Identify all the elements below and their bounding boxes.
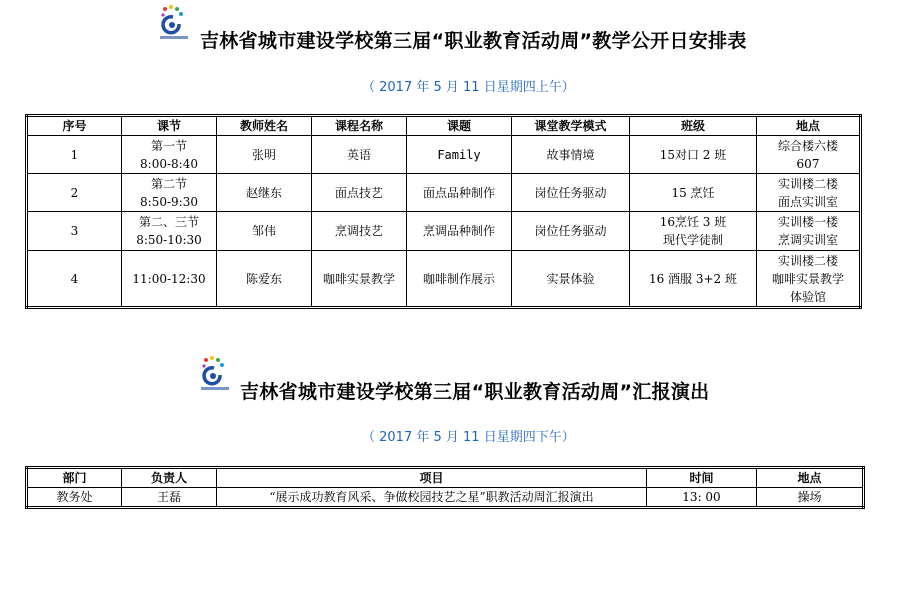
place-cell: 操场 (757, 488, 864, 508)
column-header: 班级 (630, 116, 757, 136)
table-header-row (27, 468, 864, 488)
period-cell-line: 第二节 (150, 176, 187, 191)
performance-table (25, 466, 865, 509)
topic-cell: 咖啡制作展示 (407, 251, 512, 308)
topic-cell: 烹调品种制作 (407, 212, 512, 251)
table-row (27, 136, 861, 174)
person-cell: 王磊 (122, 488, 217, 508)
mode-cell: 岗位任务驱动 (512, 174, 630, 212)
school-logo-graphic (159, 4, 189, 44)
row-number: 1 (27, 136, 122, 174)
mode-cell: 岗位任务驱动 (512, 212, 630, 251)
topic-cell: Family (407, 136, 512, 174)
place-cell-line: 607 (796, 156, 820, 171)
period-cell (122, 136, 217, 174)
class-cell-line: 16 酒服 3+2 班 (648, 271, 738, 286)
period-cell-line: 8:50-10:30 (136, 233, 202, 247)
class-cell-line: 15 烹饪 (671, 185, 715, 200)
class-cell-line: 16烹饪 3 班 (659, 215, 727, 229)
period-cell-line: 第二、三节 (138, 215, 199, 229)
place-cell-line: 综合楼六楼 (777, 138, 838, 153)
column-header: 课题 (407, 116, 512, 136)
period-cell (122, 212, 217, 251)
place-cell-line: 咖啡实景教学 (771, 271, 844, 286)
place-cell-line: 实训楼二楼 (777, 176, 838, 191)
project-cell: “展示成功教育风采、争做校园技艺之星”职教活动周汇报演出 (217, 488, 647, 508)
place-cell-line: 面点实训室 (777, 194, 838, 209)
row-number: 2 (27, 174, 122, 212)
column-header: 课节 (122, 116, 217, 136)
period-cell-line: 8:00-8:40 (140, 156, 198, 171)
period-cell-line: 第一节 (150, 138, 187, 153)
class-cell (630, 174, 757, 212)
column-header: 地点 (757, 116, 861, 136)
course-cell: 面点技艺 (312, 174, 407, 212)
column-header: 课堂教学模式 (512, 116, 630, 136)
schedule-table (25, 114, 862, 309)
place-cell-line: 烹调实训室 (777, 233, 838, 247)
period-cell-line: 11:00-12:30 (132, 271, 206, 286)
school-logo (159, 4, 189, 44)
column-header: 项目 (217, 468, 647, 488)
school-logo-2 (200, 355, 230, 395)
class-cell-line: 15对口 2 班 (659, 147, 727, 162)
place-cell (757, 251, 861, 308)
column-header: 教师姓名 (217, 116, 312, 136)
topic-cell: 面点品种制作 (407, 174, 512, 212)
table-row (27, 488, 864, 508)
place-cell (757, 136, 861, 174)
course-cell: 英语 (312, 136, 407, 174)
row-number: 3 (27, 212, 122, 251)
mode-cell: 实景体验 (512, 251, 630, 308)
date-subtitle: （ 2017 年 5 月 11 日星期四上午） (362, 80, 575, 95)
course-cell: 咖啡实景教学 (312, 251, 407, 308)
class-cell (630, 136, 757, 174)
course-cell: 烹调技艺 (312, 212, 407, 251)
column-header: 部门 (27, 468, 122, 488)
period-cell (122, 174, 217, 212)
period-cell-line: 8:50-9:30 (140, 194, 198, 209)
column-header: 负责人 (122, 468, 217, 488)
table-row (27, 174, 861, 212)
performance-date-subtitle: （ 2017 年 5 月 11 日星期四下午） (362, 430, 575, 445)
place-cell (757, 174, 861, 212)
class-cell (630, 212, 757, 251)
teacher-cell: 邹伟 (217, 212, 312, 251)
dept-cell: 教务处 (27, 488, 122, 508)
place-cell-line: 体验馆 (789, 289, 826, 304)
class-cell-line: 现代学徒制 (662, 233, 723, 247)
class-cell (630, 251, 757, 308)
teacher-cell: 陈爱东 (217, 251, 312, 308)
teacher-cell: 赵继东 (217, 174, 312, 212)
place-cell-line: 实训楼二楼 (777, 253, 838, 268)
mode-cell: 故事情境 (512, 136, 630, 174)
place-cell (757, 212, 861, 251)
teacher-cell: 张明 (217, 136, 312, 174)
table-row (27, 212, 861, 251)
place-cell-line: 实训楼一楼 (777, 215, 838, 229)
table-row (27, 251, 861, 308)
column-header: 序号 (27, 116, 122, 136)
performance-title: 吉林省城市建设学校第三届“职业教育活动周”汇报演出 (240, 381, 710, 403)
column-header: 课程名称 (312, 116, 407, 136)
column-header: 时间 (647, 468, 757, 488)
table-header-row (27, 116, 861, 136)
column-header: 地点 (757, 468, 864, 488)
time-cell: 13: 00 (647, 488, 757, 508)
row-number: 4 (27, 251, 122, 308)
school-logo-graphic-2 (200, 355, 230, 395)
page-title: 吉林省城市建设学校第三届“职业教育活动周”教学公开日安排表 (200, 30, 747, 52)
period-cell (122, 251, 217, 308)
